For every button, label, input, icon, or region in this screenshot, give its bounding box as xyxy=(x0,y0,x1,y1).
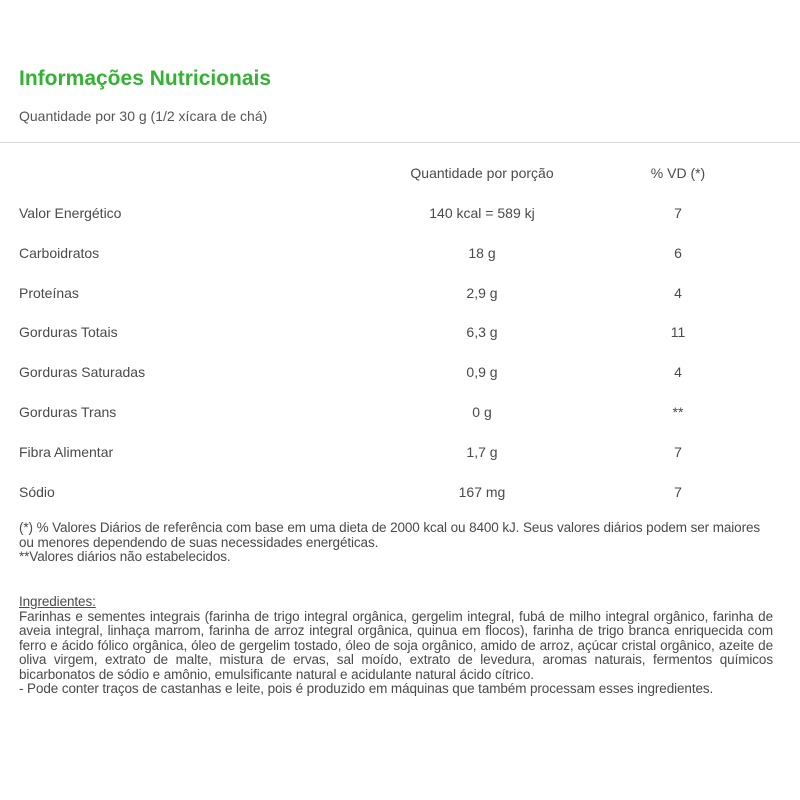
nutrient-name: Carboidratos xyxy=(19,245,100,261)
nutrient-daily-value: ** xyxy=(672,404,684,420)
nutrient-name: Proteínas xyxy=(19,285,79,301)
table-row xyxy=(0,444,800,466)
nutrient-quantity: 6,3 g xyxy=(466,324,498,340)
nutrient-name: Gorduras Trans xyxy=(19,404,117,420)
nutrient-daily-value: 6 xyxy=(674,245,682,261)
nutrient-daily-value: 7 xyxy=(674,484,682,500)
ingredients-section xyxy=(19,595,773,697)
column-header-quantity: Quantidade por porção xyxy=(410,165,554,181)
nutrient-daily-value: 4 xyxy=(674,364,682,380)
footnotes xyxy=(19,521,771,565)
ingredients-heading: Ingredientes: xyxy=(19,594,96,609)
table-row xyxy=(0,285,800,307)
nutrient-name: Sódio xyxy=(19,484,55,500)
table-row xyxy=(0,404,800,426)
nutrient-quantity: 2,9 g xyxy=(466,285,498,301)
page-title: Informações Nutricionais xyxy=(19,67,272,90)
table-row xyxy=(0,484,800,506)
not-established-footnote: **Valores diários não estabelecidos. xyxy=(19,549,231,564)
nutrient-quantity: 167 mg xyxy=(458,484,506,500)
nutrient-quantity: 18 g xyxy=(468,245,496,261)
column-header-daily-value: % VD (*) xyxy=(650,165,706,181)
nutrient-name: Valor Energético xyxy=(19,205,122,221)
nutrient-daily-value: 11 xyxy=(670,324,686,340)
serving-size: Quantidade por 30 g (1/2 xícara de chá) xyxy=(19,108,268,124)
daily-values-footnote: (*) % Valores Diários de referência com base em uma dieta de 2000 kcal ou 8400 kJ. Seus valores diários podem ser maiores ou menores dependendo de suas necessidades energéticas. xyxy=(19,520,761,550)
nutrient-daily-value: 7 xyxy=(674,205,682,221)
nutrient-daily-value: 4 xyxy=(674,285,682,301)
allergen-warning: - Pode conter traços de castanhas e leite, pois é produzido em máquinas que também processam esses ingredientes. xyxy=(19,681,714,696)
nutrient-quantity: 0 g xyxy=(472,404,492,420)
nutrient-name: Fibra Alimentar xyxy=(19,444,114,460)
nutrient-quantity: 1,7 g xyxy=(466,444,498,460)
table-row xyxy=(0,324,800,346)
table-row xyxy=(0,245,800,267)
nutrient-quantity: 140 kcal = 589 kj xyxy=(429,205,535,221)
nutrient-name: Gorduras Totais xyxy=(19,324,118,340)
table-row xyxy=(0,364,800,386)
table-header xyxy=(0,165,800,185)
nutrient-daily-value: 7 xyxy=(674,444,682,460)
nutrient-quantity: 0,9 g xyxy=(466,364,498,380)
nutrient-name: Gorduras Saturadas xyxy=(19,364,146,380)
table-row xyxy=(0,205,800,227)
header-divider xyxy=(0,142,800,143)
ingredients-list: Farinhas e sementes integrais (farinha de trigo integral orgânica, gergelim integral, fubá de milho integral orgânico, farinha de aveia integral, linhaça marrom, farinha de arroz integral orgânica, quinua em flocos), farinha de trigo branca enriquecida com ferro e ácido fólico orgânica, óleo de gergelim tostado, óleo de soja orgânico, amido de arroz, açúcar cristal orgânico, azeite de oliva virgem, extrato de malte, mistura de ervas, sal moído, extrato de levedura, aromas naturais, fermentos químicos bicarbonatos de sódio e amônio, emulsificante natural e acidulante natural ácido cítrico. xyxy=(19,608,773,682)
